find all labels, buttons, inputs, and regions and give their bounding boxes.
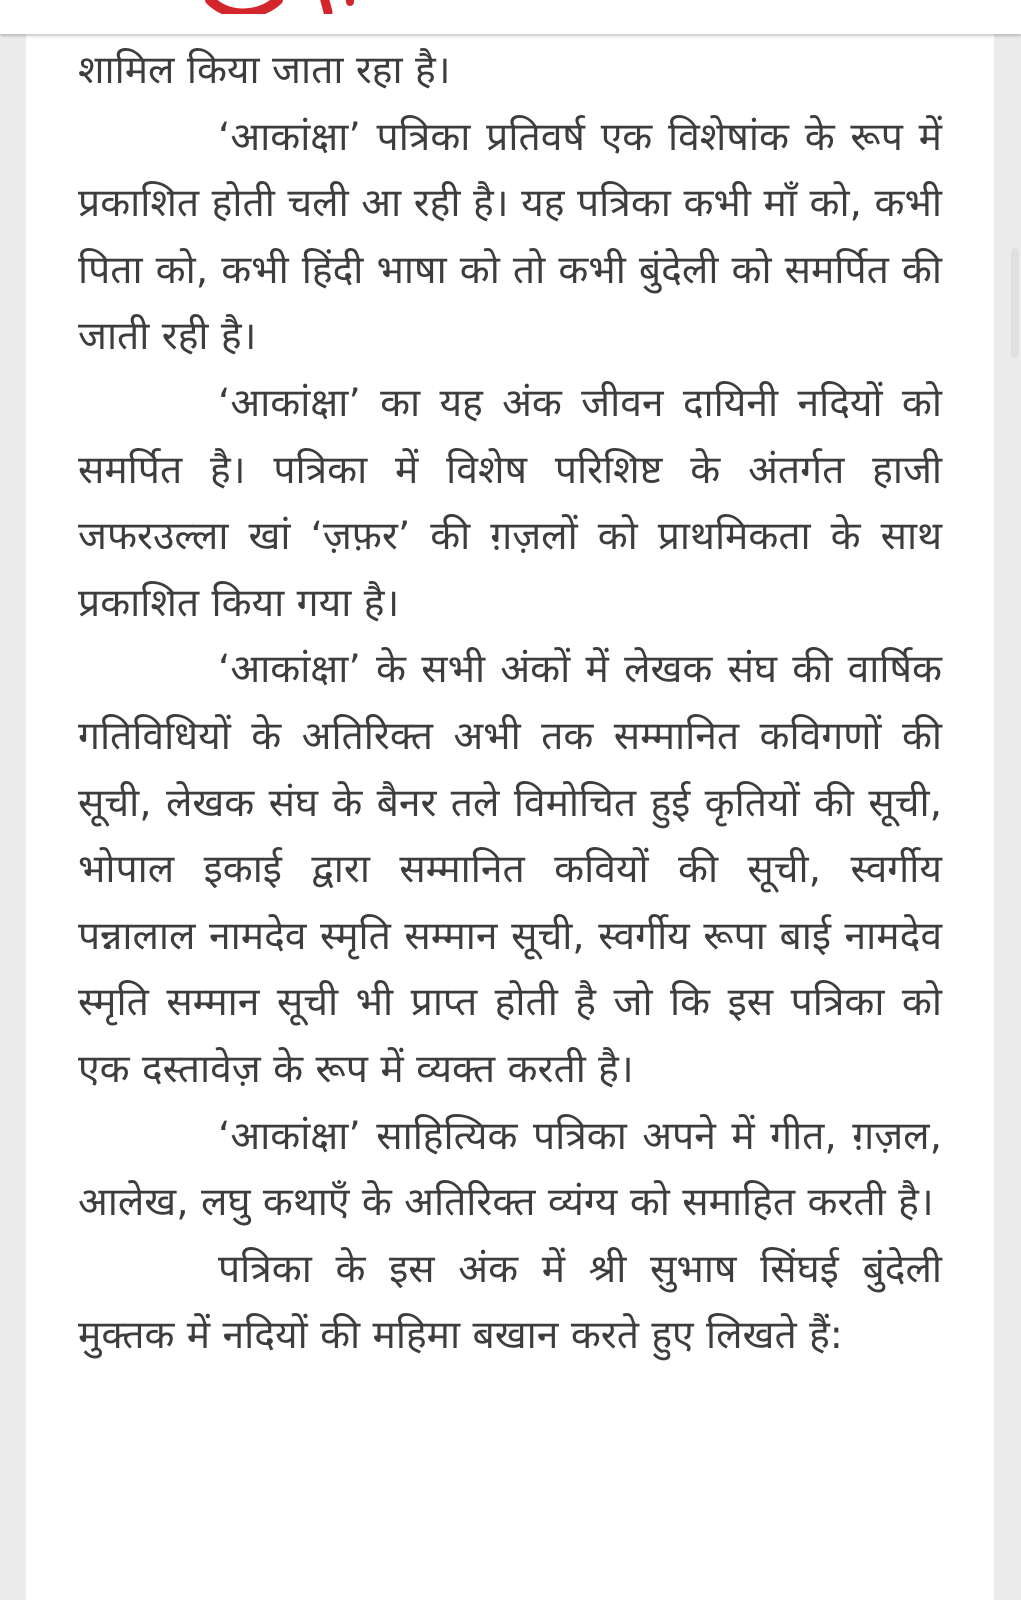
paragraph-issue-lists: ‘आकांक्षा’ के सभी अंकों में लेखक संघ की वार्षिक गतिविधियों के अतिरिक्त अभी तक सम्मानित कविगणों की सूची, लेखक संघ के बैनर तले विमोचित हुई कृतियों की सूची, भोपाल इकाई द्वारा सम्मानित कवियों की सूची, स्वर्गीय पन्नालाल नामदेव स्मृति सम्मान सूची, स्वर्गीय रूपा बाई नामदेव स्मृति सम्मान सूची भी प्राप्त होती है जो कि इस पत्रिका को एक दस्तावेज़ के रूप में व्यक्त करती है। (78, 647, 942, 1092)
article-body (78, 38, 942, 1370)
logo-fragment-icon (200, 0, 390, 14)
paragraph-genres: ‘आकांक्षा’ साहित्यिक पत्रिका अपने में गीत, ग़ज़ल, आलेख, लघु कथाएँ के अतिरिक्त व्यंग्य को समाहित करती है। (78, 1113, 942, 1226)
scrollbar[interactable] (1011, 248, 1019, 358)
paragraph-bundeli-muktak: पत्रिका के इस अंक में श्री सुभाष सिंघई बुंदेली मुक्तक में नदियों की महिमा बखान करते हुए लिखते हैं: (78, 1246, 942, 1359)
paragraph-continuation: शामिल किया जाता रहा है। (78, 48, 451, 93)
top-app-bar (0, 0, 1021, 34)
paragraph-rivers-issue: ‘आकांक्षा’ का यह अंक जीवन दायिनी नदियों को समर्पित है। पत्रिका में विशेष परिशिष्ट के अंतर्गत हाजी जफरउल्ला खां ‘ज़फ़र’ की ग़ज़लों को प्राथमिकता के साथ प्रकाशित किया गया है। (78, 380, 942, 626)
paragraph-annual-special: ‘आकांक्षा’ पत्रिका प्रतिवर्ष एक विशेषांक के रूप में प्रकाशित होती चली आ रही है। यह पत्रिका कभी माँ को, कभी पिता को, कभी हिंदी भाषा को तो कभी बुंदेली को समर्पित की जाती रही है। (78, 114, 942, 360)
